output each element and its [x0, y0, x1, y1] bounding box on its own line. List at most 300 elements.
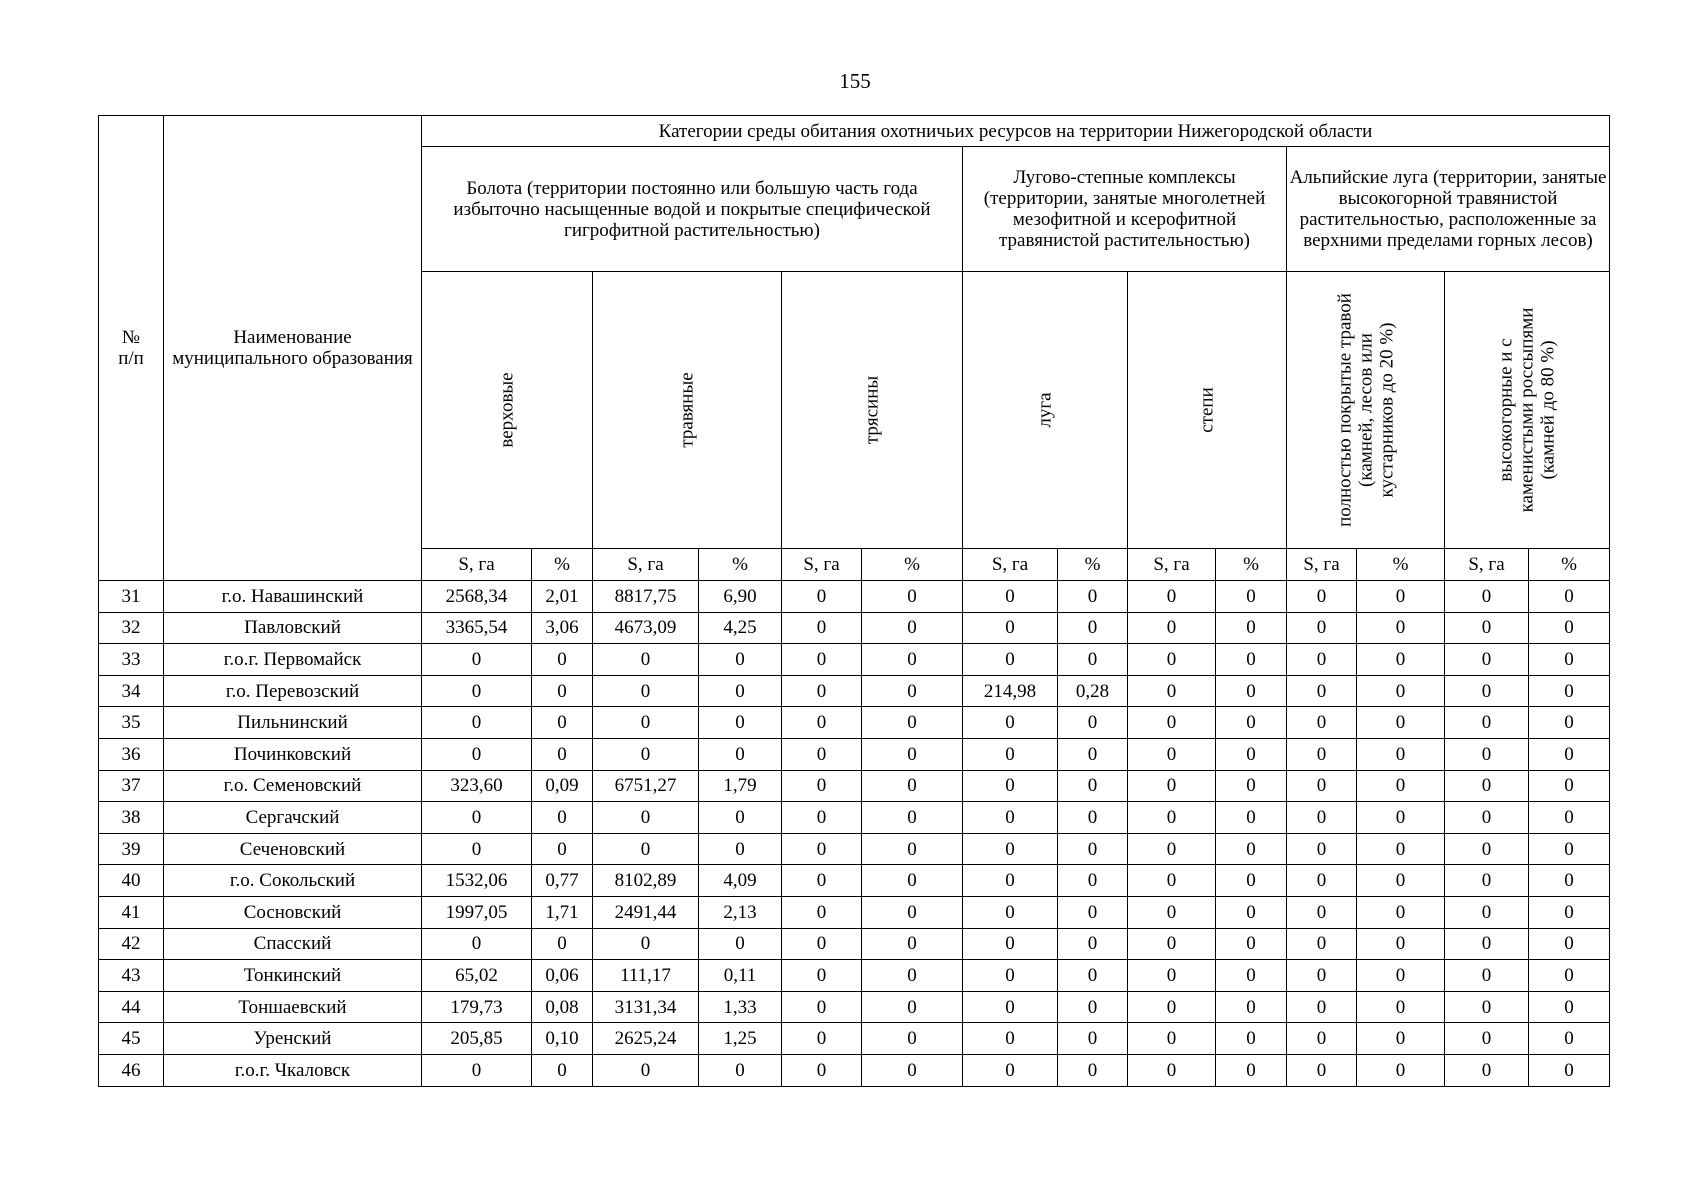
data-cell: 0	[1529, 865, 1610, 897]
data-cell: 2,13	[699, 896, 782, 928]
data-cell: 0	[782, 1054, 862, 1086]
data-cell: 2625,24	[593, 1023, 699, 1055]
data-cell: 0	[1529, 1054, 1610, 1086]
data-cell: 0	[1287, 644, 1357, 676]
data-cell: 179,73	[422, 991, 532, 1023]
data-cell: 0,08	[532, 991, 593, 1023]
data-cell: 0	[699, 707, 782, 739]
data-cell: 0	[1128, 928, 1216, 960]
data-cell: 0	[862, 612, 963, 644]
column-header-number-text: № п/п	[118, 327, 144, 369]
data-cell: 323,60	[422, 770, 532, 802]
data-cell: 0	[1445, 1054, 1529, 1086]
data-cell: 0	[1529, 612, 1610, 644]
data-cell: 3,06	[532, 612, 593, 644]
row-number-cell: 39	[99, 833, 164, 865]
municipality-name-cell: г.о. Перевозский	[164, 675, 422, 707]
table-row	[99, 770, 1610, 802]
data-cell: 0	[782, 644, 862, 676]
data-cell: 0	[1287, 612, 1357, 644]
table-row	[99, 644, 1610, 676]
data-cell: 0	[782, 991, 862, 1023]
column-header-municipality	[164, 116, 422, 581]
data-cell: 0	[422, 1054, 532, 1086]
group-header-meadow-steppe: Лугово-степные комплексы (территории, занятые многолетней мезофитной и ксерофитной травянистой растительностью)	[963, 147, 1287, 272]
data-cell: 111,17	[593, 960, 699, 992]
data-cell: 0	[963, 928, 1058, 960]
data-cell: 0	[699, 802, 782, 834]
data-cell: 0	[1128, 865, 1216, 897]
data-cell: 0	[593, 707, 699, 739]
data-cell: 0	[1287, 896, 1357, 928]
data-cell: 0	[699, 644, 782, 676]
data-cell: 0	[1445, 738, 1529, 770]
data-cell: 0	[1357, 581, 1445, 613]
data-cell: 0,77	[532, 865, 593, 897]
row-number-cell: 34	[99, 675, 164, 707]
data-cell: 0	[699, 928, 782, 960]
data-cell: 0	[862, 770, 963, 802]
table-row	[99, 802, 1610, 834]
data-cell: 0	[422, 675, 532, 707]
data-cell: 0	[593, 644, 699, 676]
data-cell: 0	[1445, 896, 1529, 928]
data-cell: 0,09	[532, 770, 593, 802]
data-cell: 0	[422, 707, 532, 739]
data-cell: 0	[1287, 802, 1357, 834]
table-row	[99, 928, 1610, 960]
municipality-name-cell: Пильнинский	[164, 707, 422, 739]
municipality-name-cell: Павловский	[164, 612, 422, 644]
data-cell: 0	[532, 675, 593, 707]
data-cell: 0	[862, 738, 963, 770]
municipality-name-cell: г.о.г. Первомайск	[164, 644, 422, 676]
data-cell: 0	[963, 707, 1058, 739]
row-number-cell: 31	[99, 581, 164, 613]
row-number-cell: 46	[99, 1054, 164, 1086]
data-cell: 0	[1128, 896, 1216, 928]
data-cell: 0	[699, 738, 782, 770]
data-cell: 0	[1529, 896, 1610, 928]
table-row	[99, 738, 1610, 770]
data-cell: 1,79	[699, 770, 782, 802]
unit-header-area: S, га	[963, 549, 1058, 581]
data-cell: 0	[1216, 738, 1287, 770]
table-row	[99, 991, 1610, 1023]
data-cell: 0	[1529, 960, 1610, 992]
row-number-cell: 35	[99, 707, 164, 739]
data-cell: 0	[1128, 1023, 1216, 1055]
subcategory-header-steppes	[1128, 272, 1287, 549]
data-cell: 0	[1287, 581, 1357, 613]
subcategory-rocky-highland-text: высокогорные и с каменистыми россыпями (камней до 80 %)	[1495, 307, 1559, 513]
page-number: 155	[839, 69, 871, 93]
data-cell: 0,11	[699, 960, 782, 992]
data-cell: 0	[963, 991, 1058, 1023]
data-cell: 1,33	[699, 991, 782, 1023]
unit-header-percent: %	[699, 549, 782, 581]
data-cell: 0	[1058, 770, 1128, 802]
municipality-name-cell: г.о. Семеновский	[164, 770, 422, 802]
data-cell: 0	[1128, 738, 1216, 770]
data-cell: 0	[699, 675, 782, 707]
data-cell: 4,09	[699, 865, 782, 897]
data-cell: 0	[862, 960, 963, 992]
municipality-name-cell: Починковский	[164, 738, 422, 770]
data-cell: 0	[1058, 738, 1128, 770]
data-cell: 1,71	[532, 896, 593, 928]
data-cell: 0	[1357, 612, 1445, 644]
data-cell: 0	[1445, 770, 1529, 802]
table-row	[99, 675, 1610, 707]
data-cell: 0	[1357, 770, 1445, 802]
data-cell: 0	[1216, 1054, 1287, 1086]
data-cell: 1532,06	[422, 865, 532, 897]
data-cell: 4,25	[699, 612, 782, 644]
table-header	[99, 116, 1610, 581]
data-cell: 0	[1357, 865, 1445, 897]
data-cell: 0	[1128, 991, 1216, 1023]
data-cell: 0	[1058, 581, 1128, 613]
municipality-name-cell: Сергачский	[164, 802, 422, 834]
data-cell: 1997,05	[422, 896, 532, 928]
data-cell: 0	[1357, 960, 1445, 992]
data-cell: 0	[782, 802, 862, 834]
data-cell: 0	[1058, 1023, 1128, 1055]
subcategory-steppes-text: степи	[1196, 387, 1218, 433]
data-cell: 2568,34	[422, 581, 532, 613]
data-cell: 0	[422, 738, 532, 770]
subcategory-header-quagmires	[782, 272, 963, 549]
data-cell: 0	[1287, 707, 1357, 739]
data-cell: 0	[782, 581, 862, 613]
subcategory-raised-bogs-text: верховые	[496, 372, 518, 448]
data-cell: 0	[1357, 675, 1445, 707]
data-cell: 0	[1128, 644, 1216, 676]
data-cell: 0	[1128, 1054, 1216, 1086]
data-cell: 0	[1357, 707, 1445, 739]
data-cell: 0	[862, 675, 963, 707]
data-cell: 0	[782, 707, 862, 739]
data-cell: 6,90	[699, 581, 782, 613]
table-row	[99, 612, 1610, 644]
data-cell: 0	[1216, 581, 1287, 613]
data-cell: 1,25	[699, 1023, 782, 1055]
data-cell: 0	[1216, 612, 1287, 644]
table-row	[99, 896, 1610, 928]
data-cell: 0	[1216, 833, 1287, 865]
subcategory-quagmires-text: трясины	[861, 375, 883, 445]
data-cell: 0	[1529, 675, 1610, 707]
data-cell: 0	[1058, 896, 1128, 928]
data-cell: 0	[782, 833, 862, 865]
data-cell: 0	[1445, 802, 1529, 834]
data-cell: 2,01	[532, 581, 593, 613]
row-number-cell: 43	[99, 960, 164, 992]
unit-header-percent: %	[1058, 549, 1128, 581]
data-cell: 0	[1216, 1023, 1287, 1055]
data-cell: 0	[593, 802, 699, 834]
data-cell: 0	[1445, 1023, 1529, 1055]
data-cell: 0	[593, 738, 699, 770]
table-row	[99, 581, 1610, 613]
data-cell: 0	[1445, 581, 1529, 613]
data-cell: 0	[1445, 833, 1529, 865]
data-cell: 0	[782, 738, 862, 770]
data-cell: 0	[1357, 802, 1445, 834]
data-cell: 0	[1529, 738, 1610, 770]
data-cell: 0	[963, 644, 1058, 676]
data-cell: 0	[963, 802, 1058, 834]
data-cell: 0	[782, 675, 862, 707]
data-cell: 0	[593, 928, 699, 960]
data-cell: 0	[1128, 833, 1216, 865]
data-cell: 0	[1357, 991, 1445, 1023]
data-cell: 0	[422, 928, 532, 960]
data-cell: 2491,44	[593, 896, 699, 928]
row-number-cell: 36	[99, 738, 164, 770]
data-cell: 0	[963, 738, 1058, 770]
data-cell: 0	[862, 581, 963, 613]
subcategory-fully-grass-covered-text: полностью покрытые травой (камней, лесов или кустарников до 20 %)	[1334, 293, 1397, 527]
data-cell: 0	[862, 865, 963, 897]
unit-header-percent: %	[1357, 549, 1445, 581]
data-cell: 0	[1216, 802, 1287, 834]
municipality-name-cell: Спасский	[164, 928, 422, 960]
group-header-alpine-meadows: Альпийские луга (территории, занятые высокогорной травянистой растительностью, расположенные за верхними пределами горных лесов)	[1287, 147, 1610, 272]
data-cell: 0	[1529, 833, 1610, 865]
unit-header-area: S, га	[782, 549, 862, 581]
data-cell: 0	[1445, 928, 1529, 960]
data-cell: 0	[593, 833, 699, 865]
data-cell: 0	[1529, 644, 1610, 676]
data-cell: 0	[1216, 644, 1287, 676]
subcategory-grass-bogs-text: травяные	[676, 372, 698, 448]
data-cell: 0	[862, 802, 963, 834]
data-cell: 0	[1357, 1023, 1445, 1055]
data-cell: 0,06	[532, 960, 593, 992]
data-cell: 0	[782, 1023, 862, 1055]
data-cell: 0	[963, 770, 1058, 802]
data-cell: 0	[782, 770, 862, 802]
data-cell: 0	[532, 833, 593, 865]
unit-header-percent: %	[1529, 549, 1610, 581]
data-cell: 0	[862, 1023, 963, 1055]
unit-header-area: S, га	[1287, 549, 1357, 581]
data-cell: 0	[532, 1054, 593, 1086]
data-cell: 0	[782, 896, 862, 928]
data-cell: 3131,34	[593, 991, 699, 1023]
data-cell: 0	[1128, 675, 1216, 707]
unit-header-area: S, га	[422, 549, 532, 581]
table-row	[99, 707, 1610, 739]
data-cell: 0	[1216, 675, 1287, 707]
data-cell: 0	[1445, 644, 1529, 676]
data-cell: 0	[1445, 991, 1529, 1023]
data-cell: 0	[1357, 644, 1445, 676]
data-cell: 0	[1287, 738, 1357, 770]
data-cell: 0	[963, 896, 1058, 928]
data-cell: 214,98	[963, 675, 1058, 707]
data-cell: 0	[1058, 1054, 1128, 1086]
municipality-name-cell: Сеченовский	[164, 833, 422, 865]
data-cell: 0	[532, 738, 593, 770]
row-number-cell: 33	[99, 644, 164, 676]
data-cell: 0	[699, 833, 782, 865]
data-cell: 0	[1287, 1054, 1357, 1086]
data-cell: 0	[532, 928, 593, 960]
data-cell: 0	[532, 644, 593, 676]
table-row	[99, 1023, 1610, 1055]
data-cell: 0	[699, 1054, 782, 1086]
data-cell: 0	[1529, 802, 1610, 834]
data-cell: 0	[862, 928, 963, 960]
data-cell: 0	[862, 644, 963, 676]
data-cell: 0	[1216, 707, 1287, 739]
subcategory-meadows-text: луга	[1034, 392, 1056, 428]
municipality-name-cell: г.о. Навашинский	[164, 581, 422, 613]
data-cell: 8102,89	[593, 865, 699, 897]
data-cell: 0	[1216, 991, 1287, 1023]
data-cell: 0	[963, 1023, 1058, 1055]
data-cell: 0	[1529, 581, 1610, 613]
row-number-cell: 41	[99, 896, 164, 928]
data-cell: 0	[1287, 833, 1357, 865]
data-cell: 0	[422, 802, 532, 834]
data-cell: 0	[1529, 707, 1610, 739]
table-row	[99, 960, 1610, 992]
data-cell: 0	[1287, 770, 1357, 802]
data-cell: 0	[1058, 928, 1128, 960]
data-cell: 0	[963, 581, 1058, 613]
municipality-name-cell: Тоншаевский	[164, 991, 422, 1023]
data-cell: 0	[1357, 928, 1445, 960]
data-cell: 0	[1445, 865, 1529, 897]
data-cell: 0	[1445, 960, 1529, 992]
municipality-name-cell: Тонкинский	[164, 960, 422, 992]
table-row	[99, 865, 1610, 897]
data-cell: 0	[1216, 928, 1287, 960]
row-number-cell: 38	[99, 802, 164, 834]
data-cell: 0	[963, 960, 1058, 992]
data-cell: 8817,75	[593, 581, 699, 613]
data-cell: 0	[1058, 960, 1128, 992]
data-cell: 0	[1058, 612, 1128, 644]
data-cell: 0	[1058, 865, 1128, 897]
data-cell: 0,10	[532, 1023, 593, 1055]
data-cell: 0	[1445, 612, 1529, 644]
data-cell: 0	[1529, 928, 1610, 960]
group-header-swamps: Болота (территории постоянно или большую часть года избыточно насыщенные водой и покрытые специфической гигрофитной растительностью)	[422, 147, 963, 272]
data-cell: 0	[1216, 896, 1287, 928]
subcategory-header-rocky-highland	[1445, 272, 1610, 549]
subcategory-header-grass-bogs	[593, 272, 782, 549]
data-cell: 0	[1216, 865, 1287, 897]
data-cell: 0	[1058, 833, 1128, 865]
data-cell: 0	[422, 644, 532, 676]
data-cell: 0	[963, 865, 1058, 897]
data-cell: 0	[1128, 960, 1216, 992]
row-number-cell: 40	[99, 865, 164, 897]
data-cell: 0	[782, 865, 862, 897]
data-cell: 0	[1287, 960, 1357, 992]
data-cell: 0	[1529, 991, 1610, 1023]
row-number-cell: 42	[99, 928, 164, 960]
data-cell: 0	[1287, 675, 1357, 707]
data-cell: 0	[963, 833, 1058, 865]
data-cell: 0	[1445, 707, 1529, 739]
row-number-cell: 37	[99, 770, 164, 802]
table-body	[99, 581, 1610, 1087]
data-cell: 0	[1058, 991, 1128, 1023]
data-cell: 0	[532, 802, 593, 834]
data-cell: 0	[593, 1054, 699, 1086]
data-cell: 0	[1128, 612, 1216, 644]
data-cell: 0	[1357, 738, 1445, 770]
data-cell: 0	[1445, 675, 1529, 707]
data-cell: 0	[1058, 707, 1128, 739]
top-category-header: Категории среды обитания охотничьих ресурсов на территории Нижегородской области	[422, 116, 1610, 147]
data-cell: 0	[1058, 802, 1128, 834]
data-cell: 0	[862, 833, 963, 865]
data-cell: 0	[862, 896, 963, 928]
data-cell: 65,02	[422, 960, 532, 992]
data-cell: 0	[782, 612, 862, 644]
column-header-number	[99, 116, 164, 581]
data-cell: 6751,27	[593, 770, 699, 802]
municipality-name-cell: Сосновский	[164, 896, 422, 928]
table-row	[99, 1054, 1610, 1086]
data-cell: 0	[1216, 960, 1287, 992]
data-cell: 0	[963, 1054, 1058, 1086]
data-cell: 0,28	[1058, 675, 1128, 707]
data-cell: 0	[1287, 991, 1357, 1023]
data-cell: 0	[1287, 865, 1357, 897]
data-cell: 4673,09	[593, 612, 699, 644]
data-cell: 0	[862, 991, 963, 1023]
data-cell: 0	[1287, 928, 1357, 960]
unit-header-area: S, га	[1445, 549, 1529, 581]
data-cell: 0	[1128, 802, 1216, 834]
data-cell: 0	[963, 612, 1058, 644]
data-cell: 3365,54	[422, 612, 532, 644]
data-cell: 0	[782, 960, 862, 992]
data-cell: 0	[1357, 896, 1445, 928]
data-cell: 0	[422, 833, 532, 865]
data-cell: 0	[1058, 644, 1128, 676]
unit-header-area: S, га	[1128, 549, 1216, 581]
subcategory-header-fully-grass-covered	[1287, 272, 1445, 549]
data-cell: 0	[1529, 770, 1610, 802]
data-cell: 0	[1529, 1023, 1610, 1055]
unit-header-percent: %	[532, 549, 593, 581]
data-cell: 0	[1216, 770, 1287, 802]
data-cell: 0	[1128, 581, 1216, 613]
column-header-municipality-text: Наименование муниципального образования	[172, 327, 413, 369]
municipality-name-cell: г.о. Сокольский	[164, 865, 422, 897]
data-cell: 0	[1128, 770, 1216, 802]
unit-header-area: S, га	[593, 549, 699, 581]
subcategory-header-raised-bogs	[422, 272, 593, 549]
data-cell: 0	[1357, 833, 1445, 865]
data-cell: 0	[1128, 707, 1216, 739]
habitat-table	[98, 115, 1610, 1087]
row-number-cell: 45	[99, 1023, 164, 1055]
unit-header-percent: %	[1216, 549, 1287, 581]
data-cell: 0	[593, 675, 699, 707]
subcategory-header-meadows	[963, 272, 1128, 549]
data-cell: 0	[1287, 1023, 1357, 1055]
